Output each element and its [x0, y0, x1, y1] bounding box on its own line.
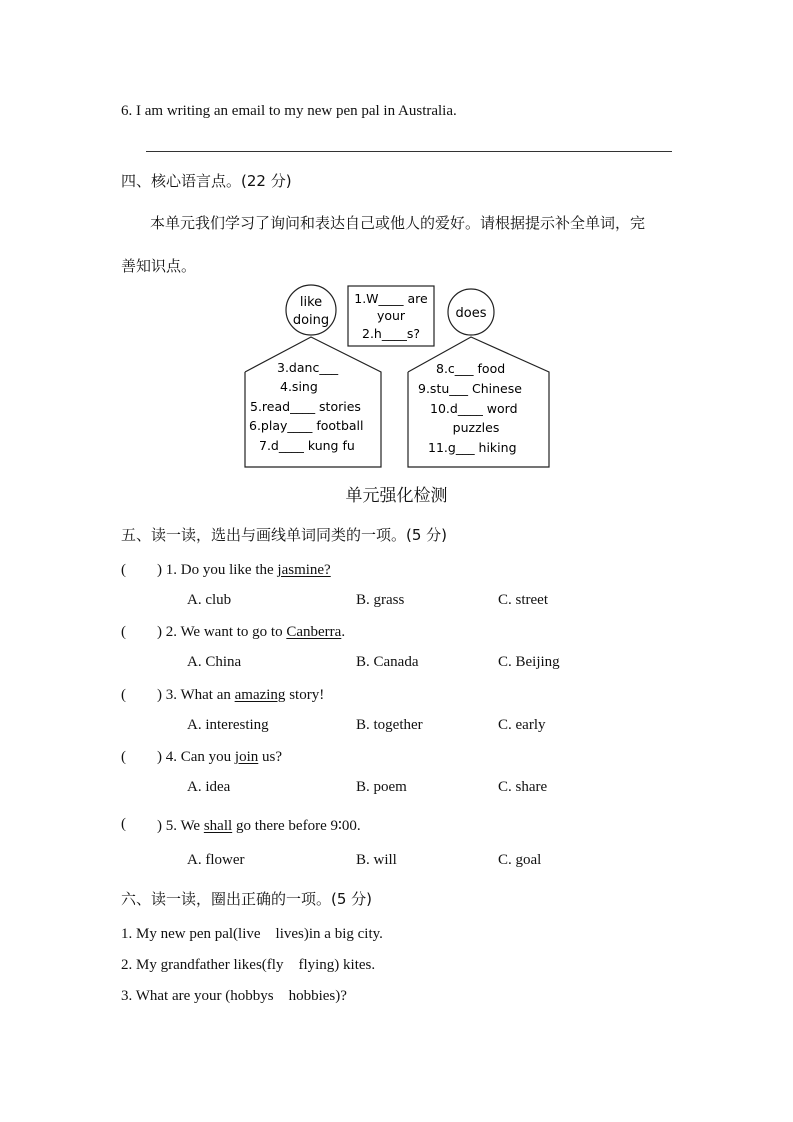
left-house-item: 3.danc___	[277, 360, 339, 375]
section-6-item-3: 3. What are your (hobbys hobbies)?	[121, 988, 347, 1004]
option-c: C. Beijing	[498, 654, 560, 670]
option-b: B. grass	[356, 592, 405, 608]
left-circle-line1: like	[299, 295, 323, 310]
answer-paren-close: )	[157, 818, 162, 834]
option-b: B. together	[356, 717, 423, 733]
question-text: 3. What an	[165, 687, 235, 703]
underlined-word: join	[234, 749, 259, 765]
question-text-after: .	[341, 624, 346, 640]
question-text-after: go there before 9∶00.	[232, 818, 361, 834]
center-box-line1: 1.W____ are	[354, 291, 428, 306]
question-text: 1. Do you like the	[165, 562, 278, 578]
answer-paren-open: (	[121, 624, 126, 640]
answer-paren-close: )	[157, 749, 162, 765]
hobby-diagram	[240, 282, 560, 472]
question-text-after: us?	[258, 749, 283, 765]
option-b: B. will	[356, 852, 397, 868]
question-6-text: 6. I am writing an email to my new pen pal in Australia.	[121, 103, 457, 119]
right-circle-label: does	[455, 306, 487, 321]
option-c: C. street	[498, 592, 548, 608]
left-house-item: 4.sing	[280, 379, 318, 394]
section-4-heading: 四、核心语言点。(22 分)	[121, 172, 292, 190]
section-5-heading: 五、读一读，选出与画线单词同类的一项。(5 分)	[121, 526, 448, 544]
right-house-item: 10.d____ word	[430, 401, 518, 416]
option-c: C. share	[498, 779, 548, 795]
left-house-item: 5.read____ stories	[250, 399, 361, 414]
answer-paren-close: )	[157, 687, 162, 703]
left-circle-line2: doing	[292, 313, 330, 328]
section-4-intro-line1: 本单元我们学习了询问和表达自己或他人的爱好。请根据提示补全单词，完	[150, 214, 646, 232]
option-b: B. Canada	[356, 654, 419, 670]
underlined-word: shall	[203, 818, 233, 834]
option-c: C. goal	[498, 852, 542, 868]
option-c: C. early	[498, 717, 546, 733]
center-box-line2: your	[376, 308, 406, 323]
question-2	[157, 624, 345, 641]
right-house-item: 9.stu___ Chinese	[418, 381, 522, 396]
option-a: A. flower	[187, 852, 245, 868]
question-5	[157, 816, 361, 835]
section-4-intro-line2: 善知识点。	[121, 257, 197, 275]
option-a: A. interesting	[187, 717, 269, 733]
center-box-line3: 2.h____s?	[362, 326, 420, 341]
question-4	[157, 749, 282, 766]
question-text: 4. Can you	[165, 749, 235, 765]
option-a: A. club	[187, 592, 232, 608]
left-house-item: 6.play____ football	[249, 418, 364, 433]
question-text: 5. We	[165, 818, 204, 834]
question-1	[157, 562, 331, 579]
left-house-item: 7.d____ kung fu	[259, 438, 355, 453]
section-6-heading: 六、读一读，圈出正确的一项。(5 分)	[121, 890, 373, 908]
underlined-word: jasmine?	[277, 562, 331, 578]
answer-paren-close: )	[157, 624, 162, 640]
option-a: A. China	[187, 654, 242, 670]
question-text: 2. We want to go to	[165, 624, 287, 640]
unit-title: 单元强化检测	[345, 486, 448, 506]
answer-paren-open: (	[121, 562, 126, 578]
question-text-after: story!	[285, 687, 325, 703]
answer-paren-close: )	[157, 562, 162, 578]
section-6-item-2: 2. My grandfather likes(fly flying) kites.	[121, 957, 376, 973]
right-house-item: puzzles	[452, 420, 500, 435]
option-a: A. idea	[187, 779, 231, 795]
answer-paren-open: (	[121, 687, 126, 703]
underlined-word: amazing	[234, 687, 286, 703]
answer-paren-open: (	[121, 816, 126, 832]
section-6-item-1: 1. My new pen pal(live lives)in a big city.	[121, 926, 383, 942]
answer-paren-open: (	[121, 749, 126, 765]
right-house-item: 8.c___ food	[436, 361, 506, 376]
question-3	[157, 687, 324, 704]
answer-line	[146, 151, 672, 152]
right-house-item: 11.g___ hiking	[428, 440, 517, 455]
option-b: B. poem	[356, 779, 407, 795]
underlined-word: Canberra	[286, 624, 342, 640]
